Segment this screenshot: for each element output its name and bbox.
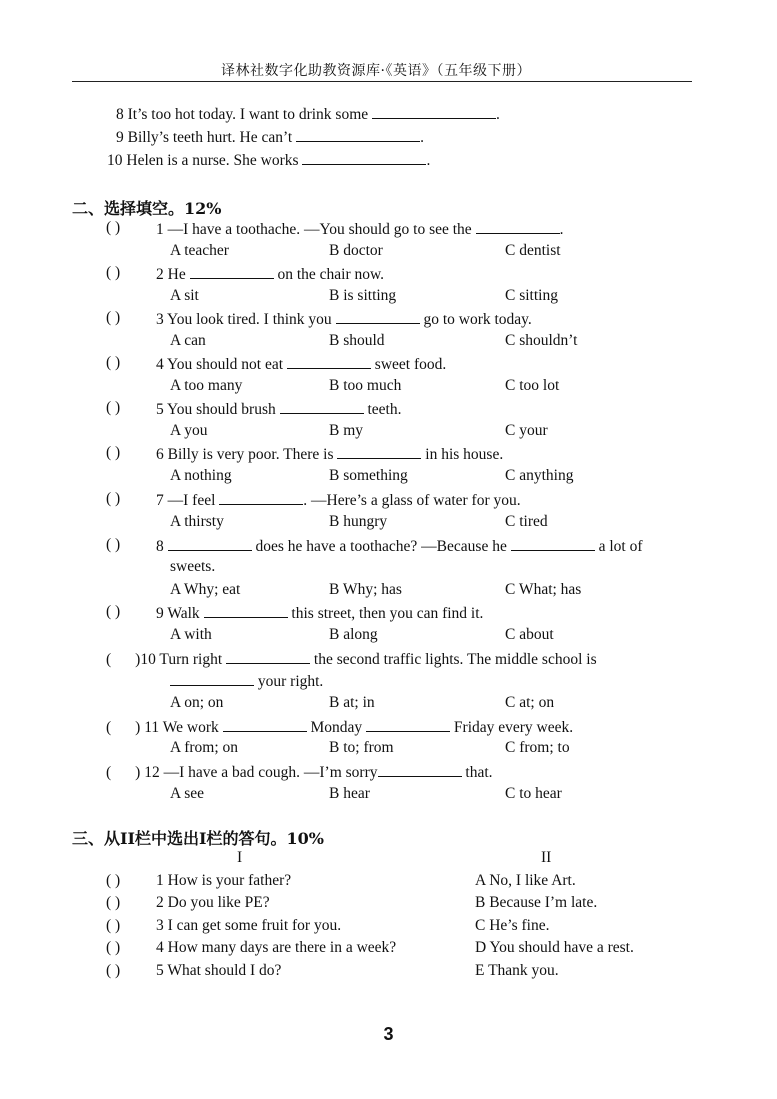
option-b: B Why; has — [329, 581, 402, 598]
question-text: 7 —I feel — [156, 492, 220, 509]
fill-line-8 — [116, 103, 500, 125]
page-number: 3 — [383, 1024, 394, 1044]
match-left-4: 4 How many days are there in a week? — [156, 939, 397, 956]
fill-line-10 — [107, 149, 430, 171]
option-b: B too much — [329, 377, 402, 394]
question-text: 9 Walk — [156, 605, 204, 622]
answer-paren[interactable]: ( ) — [106, 917, 121, 934]
answer-blank[interactable] — [190, 263, 274, 279]
question-text: ) 11 We work — [135, 719, 223, 736]
question-text: 4 You should not eat — [156, 356, 287, 373]
match-right-d: D You should have a rest. — [475, 939, 634, 956]
match-left-1: 1 How is your father? — [156, 872, 292, 889]
question-text: the second traffic lights. The middle school is — [310, 651, 597, 668]
option-a: A too many — [170, 377, 243, 394]
question-2 — [156, 263, 384, 285]
question-11 — [106, 716, 573, 738]
question-text: . — [559, 221, 564, 238]
question-4 — [156, 353, 446, 375]
answer-paren[interactable]: ( ) — [106, 219, 121, 236]
answer-paren[interactable]: ( ) — [106, 354, 121, 371]
option-a: A see — [170, 785, 205, 802]
option-a: A from; on — [170, 739, 239, 756]
match-right-c: C He’s fine. — [475, 917, 550, 934]
answer-paren[interactable]: ( ) — [106, 962, 121, 979]
option-c: C dentist — [505, 242, 561, 259]
question-12 — [106, 761, 493, 783]
answer-blank[interactable] — [337, 443, 421, 459]
option-c: C to hear — [505, 785, 562, 802]
question-text: 1 —I have a toothache. —You should go to see the — [156, 221, 476, 238]
answer-blank[interactable] — [219, 489, 303, 505]
option-c: C your — [505, 422, 548, 439]
option-c: C from; to — [505, 739, 570, 756]
answer-paren[interactable]: ( ) — [106, 309, 121, 326]
fill-line-10-end: . — [426, 152, 431, 169]
question-8 — [156, 535, 643, 557]
question-text: 6 Billy is very poor. There is — [156, 446, 338, 463]
question-8-continued: sweets. — [170, 558, 216, 575]
option-a: A you — [170, 422, 208, 439]
fill-line-10-text: 10 Helen is a nurse. She works — [107, 152, 303, 169]
answer-paren[interactable]: ( — [106, 719, 112, 736]
option-c: C shouldn’t — [505, 332, 578, 349]
question-1 — [156, 218, 563, 240]
option-a: A sit — [170, 287, 199, 304]
question-text: )10 Turn right — [135, 651, 227, 668]
option-b: B doctor — [329, 242, 383, 259]
option-a: A nothing — [170, 467, 232, 484]
column-i-header: I — [237, 849, 243, 866]
option-a: A thirsty — [170, 513, 224, 530]
option-a: A can — [170, 332, 206, 349]
match-left-3: 3 I can get some fruit for you. — [156, 917, 342, 934]
option-b: B something — [329, 467, 408, 484]
question-text: your right. — [254, 673, 324, 690]
question-7 — [156, 489, 521, 511]
column-ii-header: II — [541, 849, 552, 866]
option-a: A Why; eat — [170, 581, 241, 598]
answer-blank[interactable] — [204, 602, 288, 618]
section-3-title: 三、从II栏中选出I栏的答句。10% — [72, 829, 324, 848]
match-right-e: E Thank you. — [475, 962, 559, 979]
question-text: Monday — [306, 719, 367, 736]
answer-blank[interactable] — [378, 761, 462, 777]
answer-blank[interactable] — [336, 308, 420, 324]
question-text: does he have a toothache? —Because he — [251, 538, 511, 555]
option-b: B is sitting — [329, 287, 397, 304]
answer-blank[interactable] — [170, 670, 254, 686]
question-10-continued — [170, 670, 323, 692]
match-right-a: A No, I like Art. — [475, 872, 576, 889]
option-b: B hear — [329, 785, 370, 802]
option-a: A teacher — [170, 242, 229, 259]
question-text: a lot of — [594, 538, 643, 555]
option-c: C about — [505, 626, 554, 643]
answer-paren[interactable]: ( ) — [106, 872, 121, 889]
option-b: B along — [329, 626, 378, 643]
answer-paren[interactable]: ( — [106, 764, 112, 781]
option-b: B to; from — [329, 739, 394, 756]
answer-paren[interactable]: ( ) — [106, 399, 121, 416]
answer-blank[interactable] — [226, 648, 310, 664]
answer-blank[interactable] — [296, 126, 420, 142]
header-rule — [72, 81, 692, 82]
option-a: A with — [170, 626, 212, 643]
answer-blank[interactable] — [476, 218, 560, 234]
answer-paren[interactable]: ( ) — [106, 894, 121, 911]
question-text: on the chair now. — [273, 266, 385, 283]
question-text: this street, then you can find it. — [287, 605, 484, 622]
option-c: C too lot — [505, 377, 560, 394]
answer-blank[interactable] — [280, 398, 364, 414]
option-b: B should — [329, 332, 385, 349]
answer-blank[interactable] — [287, 353, 371, 369]
question-6 — [156, 443, 503, 465]
fill-line-9-end: . — [420, 129, 424, 146]
question-text: 8 — [156, 538, 168, 555]
question-10 — [106, 648, 597, 670]
answer-paren[interactable]: ( ) — [106, 603, 121, 620]
page-header: 译林社数字化助教资源库·《英语》（五年级下册） — [221, 63, 531, 79]
question-text: . —Here’s a glass of water for you. — [303, 492, 521, 509]
match-left-5: 5 What should I do? — [156, 962, 282, 979]
question-text: Friday every week. — [450, 719, 574, 736]
option-b: B hungry — [329, 513, 388, 530]
answer-paren[interactable]: ( ) — [106, 444, 121, 461]
question-text: in his house. — [421, 446, 504, 463]
answer-blank[interactable] — [223, 716, 307, 732]
answer-paren[interactable]: ( — [106, 651, 112, 668]
match-left-2: 2 Do you like PE? — [156, 894, 270, 911]
option-c: C What; has — [505, 581, 582, 598]
answer-paren[interactable]: ( ) — [106, 939, 121, 956]
question-3 — [156, 308, 532, 330]
question-text: sweet food. — [370, 356, 447, 373]
answer-paren[interactable]: ( ) — [106, 490, 121, 507]
question-5 — [156, 398, 401, 420]
option-c: C anything — [505, 467, 574, 484]
answer-blank[interactable] — [372, 103, 496, 119]
question-text: go to work today. — [419, 311, 532, 328]
question-text: that. — [461, 764, 493, 781]
option-b: B my — [329, 422, 364, 439]
fill-line-8-text: 8 It’s too hot today. I want to drink some — [116, 106, 373, 123]
option-a: A on; on — [170, 694, 224, 711]
question-text: 5 You should brush — [156, 401, 280, 418]
fill-line-9-text: 9 Billy’s teeth hurt. He can’t — [116, 129, 297, 146]
question-text: 3 You look tired. I think you — [156, 311, 336, 328]
match-right-b: B Because I’m late. — [475, 894, 598, 911]
answer-blank[interactable] — [168, 535, 252, 551]
answer-blank[interactable] — [366, 716, 450, 732]
fill-line-9 — [116, 126, 424, 148]
answer-blank[interactable] — [511, 535, 595, 551]
section-2-title: 二、选择填空。12% — [72, 199, 222, 218]
option-c: C at; on — [505, 694, 555, 711]
option-c: C tired — [505, 513, 548, 530]
answer-paren[interactable]: ( ) — [106, 536, 121, 553]
option-c: C sitting — [505, 287, 558, 304]
answer-blank[interactable] — [302, 149, 426, 165]
question-text: ) 12 —I have a bad cough. —I’m sorry — [135, 764, 378, 781]
answer-paren[interactable]: ( ) — [106, 264, 121, 281]
question-text: 2 He — [156, 266, 190, 283]
fill-line-8-end: . — [496, 106, 500, 123]
option-b: B at; in — [329, 694, 375, 711]
question-text: teeth. — [363, 401, 402, 418]
question-9 — [156, 602, 483, 624]
